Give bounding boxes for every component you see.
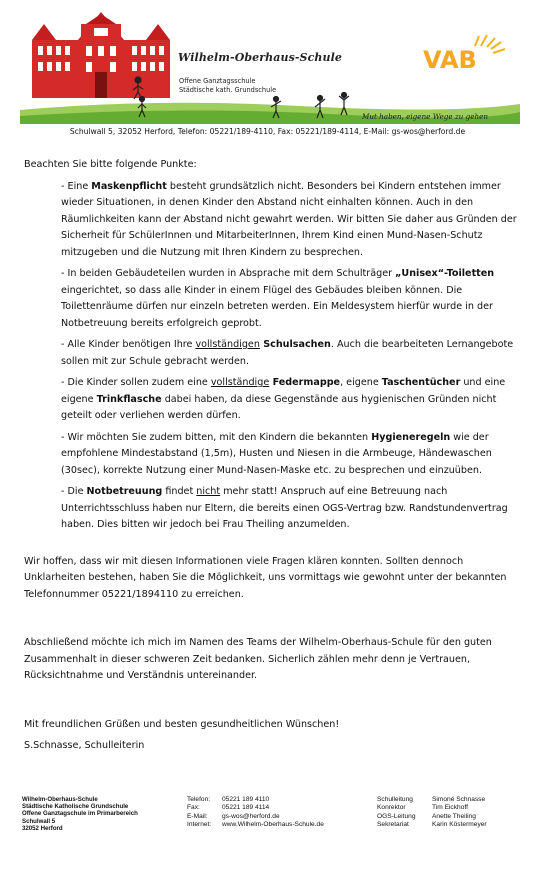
footer-school-info (22, 796, 138, 832)
contact-row (187, 821, 324, 829)
text-run: dabei haben, da diese Gegenstände aus hygienischen Gründen nicht geteilt oder verliehen werden dürfen. (61, 393, 497, 421)
list-item-personal-items (61, 375, 520, 425)
footer-contact-info (187, 796, 324, 830)
list-item-hygiene-rules (61, 430, 520, 480)
text-run: wie der empfohlene Mindestabstand (1,5m), Husten und Niesen in die Armbeuge, Händewaschen (30sec), korrekte Nutzung einer Mund-Nasen-Maske etc. zu besprechen und einzuüben. (61, 431, 492, 476)
letterhead (0, 0, 535, 142)
footer-line: 32052 Herford (22, 824, 63, 832)
staff-row (377, 813, 487, 821)
contact-value: 05221 189 4110 (222, 796, 270, 803)
text-run: - Alle Kinder benötigen Ihre (61, 339, 196, 350)
email-link[interactable]: gs-wos@herford.de (222, 812, 280, 820)
school-motto: Mut haben, eigene Wege zu gehen (362, 112, 488, 121)
footer-staff-list (377, 796, 487, 830)
text-run: - Die (61, 486, 87, 497)
text-run: - In beiden Gebäudeteilen wurden in Absprache mit dem Schulträger (61, 268, 396, 279)
staff-name: Anette Theiling (432, 812, 476, 820)
school-type-line: Offene Ganztagsschule (179, 77, 256, 85)
emphasis: Federmappe (269, 377, 341, 388)
staff-row (377, 796, 487, 804)
staff-role: OGS-Leitung (377, 812, 416, 820)
contact-row (187, 813, 324, 821)
text-run: - Die Kinder sollen zudem eine (61, 377, 211, 388)
contact-label: E-Mail: (187, 812, 208, 820)
signature: S.Schnasse, Schulleiterin (24, 740, 145, 751)
school-address-line: Schulwall 5, 32052 Herford, Telefon: 05221/189-4110, Fax: 05221/189-4114, E-Mail: gs-wos@herford.de (69, 127, 466, 136)
school-type-line: Städtische kath. Grundschule (179, 86, 277, 94)
list-item-emergency-care (61, 484, 520, 534)
contact-label: Internet: (187, 821, 212, 829)
staff-row (377, 804, 487, 812)
staff-role: Konrektor (377, 804, 406, 812)
text-run: besteht grundsätzlich nicht. Besonders bei Kindern entstehen immer wieder Situationen, in denen Kinder den Abstand nicht einhalten können. Auch in den Räumlichkeiten kann der Abstand nicht gewahrt werden. Wir bitten Sie daher aus Gründen der Sicherheit für SchülerInnen und MitarbeiterInnen, Ihrem Kind einen Mund-Nasen-Schutz mitzugeben und die Nutzung mit Ihren Kindern zu besprechen. (61, 180, 517, 258)
emphasis: Hygieneregeln (371, 431, 451, 443)
staff-name: Simoné Schnasse (432, 796, 486, 803)
emphasis: „Unisex“-Toiletten (395, 268, 495, 279)
underlined-text: nicht (196, 486, 221, 497)
letter-intro: Beachten Sie bitte folgende Punkte: (24, 159, 197, 170)
list-item-school-supplies (61, 337, 520, 370)
list-item-mask (61, 179, 520, 262)
footer-line: Schulwall 5 (22, 817, 56, 825)
text-run: - Eine (61, 180, 92, 192)
footer-line: Offene Ganztagschule im Primarbereich (22, 810, 138, 818)
letter-footer (0, 790, 535, 850)
text-run: - Wir möchten Sie zudem bitten, mit den Kindern die bekannten (61, 431, 372, 443)
thanks-paragraph: Abschließend möchte ich mich im Namen des Teams der Wilhelm-Oberhaus-Schule für den guten Zusammenhalt in dieser schweren Zeit bedanken. Sicherlich zählen mehr denn je Vertrauen, Rücksichtnahme und Verständnis untereinander. (24, 637, 492, 681)
text-run: , eigene (340, 377, 382, 388)
text-run: findet (162, 486, 197, 497)
stick-figures-decoration (128, 92, 358, 124)
contact-label: Fax: (187, 804, 200, 812)
emphasis: Maskenpflicht (91, 180, 167, 192)
vab-logo-text: VAB (423, 46, 477, 74)
staff-name: Karin Köstermeyer (432, 821, 487, 829)
text-run: . Auch die bearbeiteten Lernangebote sollen mit zur Schule gebracht werden. (61, 339, 514, 367)
staff-name: Tim Eickhoff (432, 804, 468, 812)
staff-role: Schulleitung (377, 796, 413, 803)
footer-line: Wilhelm-Oberhaus-Schule (22, 796, 98, 803)
staff-role: Sekretariat (377, 821, 409, 829)
school-name: Wilhelm-Oberhaus-Schule (178, 51, 342, 64)
closing-paragraph: Wir hoffen, dass wir mit diesen Informationen viele Fragen klären konnten. Sollten dennoch Unklarheiten bestehen, haben Sie die Möglichkeit, uns vormittags wie gewohnt unter der bekannten Telefonnummer 05221/1894110 zu erreichen. (24, 555, 507, 600)
list-item-toilets (61, 266, 520, 332)
text-run: und eine eigene (61, 377, 506, 405)
emphasis: Schulsachen (259, 339, 331, 350)
staff-row (377, 821, 487, 829)
letter-body (24, 157, 520, 755)
website-link[interactable]: www.Wilhelm-Oberhaus-Schule.de (222, 821, 324, 829)
school-building-logo (26, 10, 176, 102)
contact-row (187, 804, 324, 812)
underlined-text: vollständige (210, 377, 270, 388)
vab-logo (419, 30, 509, 78)
footer-line: Städtische Katholische Grundschule (22, 803, 129, 811)
contact-value: 05221 189 4114 (222, 804, 270, 812)
emphasis: Trinkflasche (96, 393, 162, 405)
underlined-text: vollständigen (195, 339, 260, 350)
text-run: eingerichtet, so dass alle Kinder in einem Flügel des Gebäudes bleiben können. Die Toilettenräume dürfen nur einzeln betreten werden. Ein Meldesystem hierfür wurde in der Notbetreuung bereits erfolgreich geprobt. (61, 284, 493, 329)
contact-label: Telefon: (187, 796, 211, 803)
text-run: mehr statt! Anspruch auf eine Betreuung nach Unterrichtsschluss haben nur Eltern, die bereits einen OGS-Vertrag bzw. Randstundenvertrag haben. Dies bitten wir jedoch bei Frau Theiling anzumelden. (61, 486, 508, 530)
emphasis: Taschentücher (381, 377, 461, 388)
greeting: Mit freundlichen Grüßen und besten gesundheitlichen Wünschen! (24, 718, 340, 730)
contact-row (187, 796, 324, 804)
emphasis: Notbetreuung (86, 486, 163, 497)
